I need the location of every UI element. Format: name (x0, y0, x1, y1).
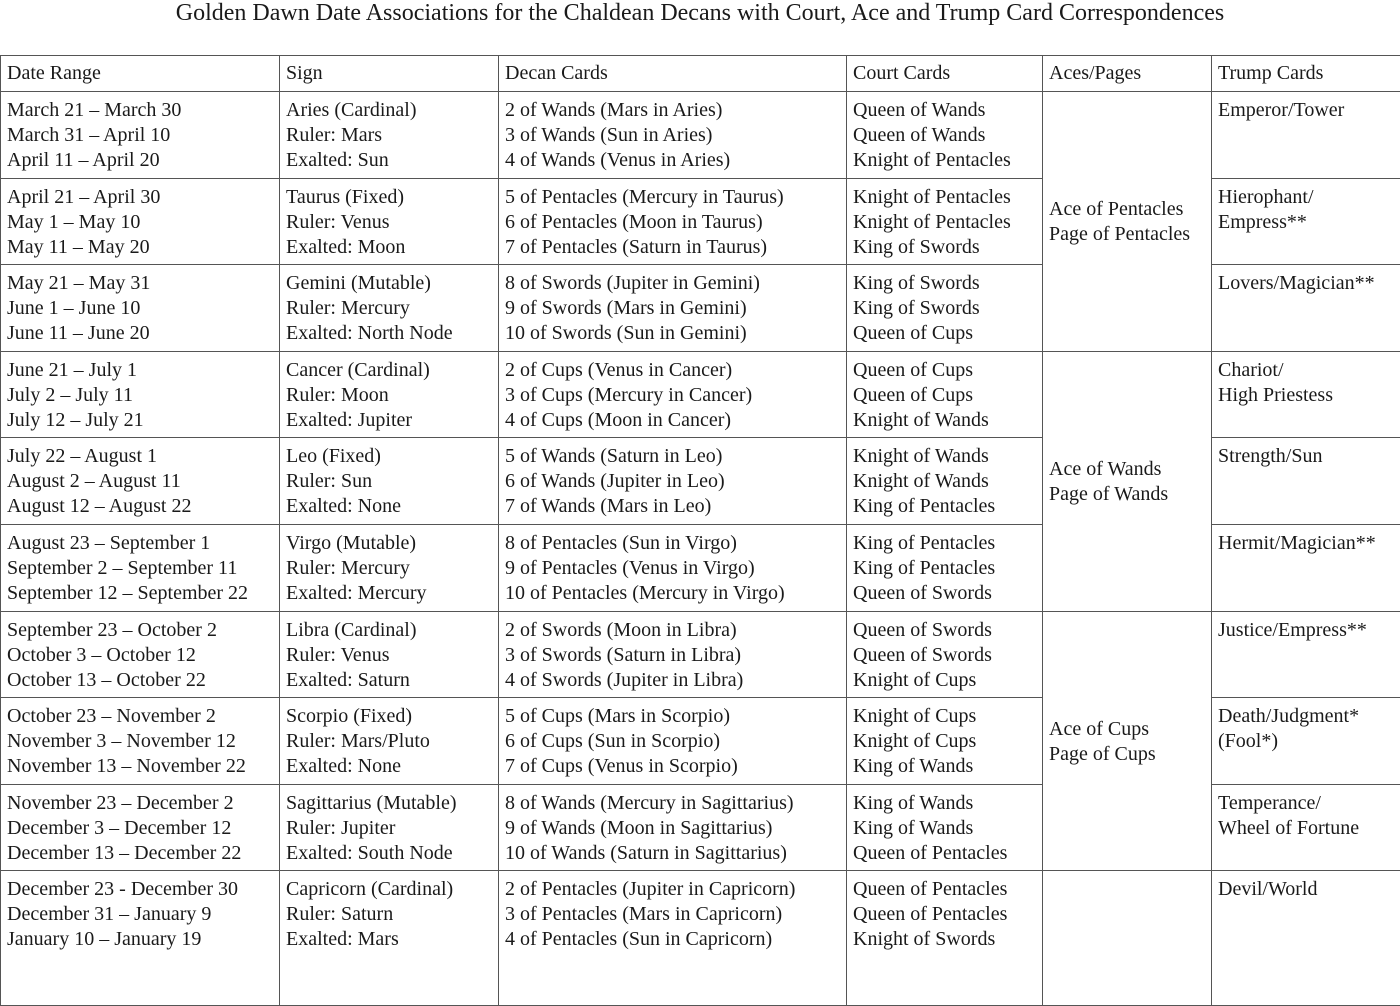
decan-cards-cell-line: 8 of Pentacles (Sun in Virgo) (505, 531, 841, 556)
aces-pages-cell-line: Page of Pentacles (1049, 222, 1206, 247)
sign-cell (280, 524, 499, 611)
court-cards-cell-line: King of Wands (853, 816, 1037, 841)
aces-pages-cell-line: Ace of Wands (1049, 457, 1206, 482)
trump-cards-cell-line: Hermit/Magician** (1218, 531, 1395, 556)
court-cards-cell-line: Knight of Pentacles (853, 148, 1037, 173)
court-cards-cell-line: King of Swords (853, 271, 1037, 296)
sign-cell (280, 438, 499, 525)
table-row (1, 871, 1400, 1006)
court-cards-cell (847, 178, 1043, 265)
decan-cards-cell-line: 2 of Pentacles (Jupiter in Capricorn) (505, 877, 841, 902)
decan-cards-cell-line: 7 of Pentacles (Saturn in Taurus) (505, 235, 841, 260)
decan-cards-cell-line: 6 of Pentacles (Moon in Taurus) (505, 210, 841, 235)
sign-cell-line: Virgo (Mutable) (286, 531, 493, 556)
date-range-cell-line: June 1 – June 10 (7, 296, 274, 321)
header-court-cards: Court Cards (847, 56, 1043, 92)
court-cards-cell-line: Queen of Cups (853, 383, 1037, 408)
date-range-cell-line: July 2 – July 11 (7, 383, 274, 408)
date-range-cell-line: September 12 – September 22 (7, 581, 274, 606)
sign-cell (280, 784, 499, 871)
decan-cards-cell-line: 6 of Cups (Sun in Scorpio) (505, 729, 841, 754)
court-cards-cell-line: King of Swords (853, 235, 1037, 260)
decan-cards-cell-line: 5 of Wands (Saturn in Leo) (505, 444, 841, 469)
court-cards-cell-line: Knight of Wands (853, 408, 1037, 433)
date-range-cell (1, 438, 280, 525)
decan-cards-cell (499, 611, 847, 698)
sign-cell-line: Ruler: Mercury (286, 556, 493, 581)
sign-cell (280, 871, 499, 1006)
date-range-cell (1, 524, 280, 611)
decan-cards-cell (499, 524, 847, 611)
sign-cell-line: Leo (Fixed) (286, 444, 493, 469)
court-cards-cell (847, 351, 1043, 438)
court-cards-cell-line: Knight of Pentacles (853, 210, 1037, 235)
decan-cards-cell-line: 10 of Wands (Saturn in Sagittarius) (505, 841, 841, 866)
decan-cards-cell-line: 2 of Wands (Mars in Aries) (505, 98, 841, 123)
sign-cell-line: Ruler: Mars/Pluto (286, 729, 493, 754)
court-cards-cell (847, 524, 1043, 611)
trump-cards-cell-line: Temperance/ (1218, 791, 1395, 816)
sign-cell-line: Exalted: Jupiter (286, 408, 493, 433)
decan-cards-cell-line: 2 of Cups (Venus in Cancer) (505, 358, 841, 383)
date-range-cell-line: November 3 – November 12 (7, 729, 274, 754)
court-cards-cell (847, 611, 1043, 698)
date-range-cell-line: March 31 – April 10 (7, 123, 274, 148)
header-decan-cards: Decan Cards (499, 56, 847, 92)
trump-cards-cell (1212, 92, 1400, 179)
decan-cards-cell (499, 92, 847, 179)
decan-cards-cell-line: 5 of Pentacles (Mercury in Taurus) (505, 185, 841, 210)
court-cards-cell-line: Knight of Cups (853, 668, 1037, 693)
sign-cell-line: Aries (Cardinal) (286, 98, 493, 123)
court-cards-cell-line: King of Wands (853, 754, 1037, 779)
decan-cards-cell-line: 5 of Cups (Mars in Scorpio) (505, 704, 841, 729)
court-cards-cell-line: Knight of Swords (853, 927, 1037, 952)
court-cards-cell-line: Queen of Cups (853, 321, 1037, 346)
sign-cell (280, 698, 499, 785)
court-cards-cell-line: King of Swords (853, 296, 1037, 321)
date-range-cell-line: October 23 – November 2 (7, 704, 274, 729)
court-cards-cell-line: Knight of Cups (853, 729, 1037, 754)
trump-cards-cell (1212, 698, 1400, 785)
aces-pages-cell-line: Ace of Pentacles (1049, 197, 1206, 222)
decan-cards-cell-line: 6 of Wands (Jupiter in Leo) (505, 469, 841, 494)
sign-cell-line: Ruler: Saturn (286, 902, 493, 927)
trump-cards-cell (1212, 178, 1400, 265)
decan-cards-cell (499, 784, 847, 871)
date-range-cell-line: May 11 – May 20 (7, 235, 274, 260)
aces-pages-cell-line: Ace of Cups (1049, 717, 1206, 742)
decan-cards-cell-line: 4 of Cups (Moon in Cancer) (505, 408, 841, 433)
date-range-cell-line: July 12 – July 21 (7, 408, 274, 433)
decan-cards-cell (499, 178, 847, 265)
court-cards-cell-line: Knight of Pentacles (853, 185, 1037, 210)
date-range-cell-line: April 11 – April 20 (7, 148, 274, 173)
sign-cell (280, 178, 499, 265)
decan-cards-cell-line: 8 of Wands (Mercury in Sagittarius) (505, 791, 841, 816)
date-range-cell-line: November 23 – December 2 (7, 791, 274, 816)
court-cards-cell-line: Knight of Wands (853, 444, 1037, 469)
decan-cards-cell-line: 9 of Pentacles (Venus in Virgo) (505, 556, 841, 581)
court-cards-cell (847, 265, 1043, 352)
aces-pages-cell (1043, 871, 1212, 1006)
sign-cell-line: Exalted: Mars (286, 927, 493, 952)
court-cards-cell-line: King of Pentacles (853, 556, 1037, 581)
trump-cards-cell (1212, 784, 1400, 871)
sign-cell (280, 92, 499, 179)
date-range-cell (1, 265, 280, 352)
decan-table (0, 55, 1400, 1006)
date-range-cell-line: December 23 - December 30 (7, 877, 274, 902)
aces-pages-cell-line: Page of Wands (1049, 482, 1206, 507)
sign-cell-line: Ruler: Mercury (286, 296, 493, 321)
date-range-cell-line: January 10 – January 19 (7, 927, 274, 952)
aces-pages-cell (1043, 92, 1212, 352)
header-date-range: Date Range (1, 56, 280, 92)
sign-cell-line: Sagittarius (Mutable) (286, 791, 493, 816)
header-aces-pages: Aces/Pages (1043, 56, 1212, 92)
decan-cards-cell-line: 7 of Wands (Mars in Leo) (505, 494, 841, 519)
date-range-cell (1, 351, 280, 438)
date-range-cell-line: May 1 – May 10 (7, 210, 274, 235)
court-cards-cell (847, 438, 1043, 525)
decan-cards-cell-line: 3 of Pentacles (Mars in Capricorn) (505, 902, 841, 927)
sign-cell-line: Ruler: Venus (286, 643, 493, 668)
court-cards-cell (847, 92, 1043, 179)
decan-cards-cell-line: 10 of Pentacles (Mercury in Virgo) (505, 581, 841, 606)
date-range-cell-line: March 21 – March 30 (7, 98, 274, 123)
court-cards-cell-line: Knight of Cups (853, 704, 1037, 729)
sign-cell-line: Capricorn (Cardinal) (286, 877, 493, 902)
trump-cards-cell-line: Justice/Empress** (1218, 618, 1395, 643)
court-cards-cell (847, 698, 1043, 785)
decan-cards-cell-line: 3 of Cups (Mercury in Cancer) (505, 383, 841, 408)
court-cards-cell-line: King of Wands (853, 791, 1037, 816)
trump-cards-cell-line: Hierophant/ (1218, 185, 1395, 210)
sign-cell-line: Ruler: Jupiter (286, 816, 493, 841)
sign-cell-line: Ruler: Moon (286, 383, 493, 408)
decan-cards-cell-line: 8 of Swords (Jupiter in Gemini) (505, 271, 841, 296)
court-cards-cell-line: Queen of Wands (853, 123, 1037, 148)
aces-pages-cell (1043, 351, 1212, 611)
date-range-cell-line: June 11 – June 20 (7, 321, 274, 346)
date-range-cell-line: December 3 – December 12 (7, 816, 274, 841)
date-range-cell-line: December 13 – December 22 (7, 841, 274, 866)
trump-cards-cell-line: (Fool*) (1218, 729, 1395, 754)
sign-cell-line: Exalted: None (286, 754, 493, 779)
table-row (1, 611, 1400, 698)
trump-cards-cell-line: Death/Judgment* (1218, 704, 1395, 729)
sign-cell-line: Ruler: Sun (286, 469, 493, 494)
sign-cell-line: Exalted: Sun (286, 148, 493, 173)
header-sign: Sign (280, 56, 499, 92)
trump-cards-cell-line: High Priestess (1218, 383, 1395, 408)
date-range-cell-line: October 13 – October 22 (7, 668, 274, 693)
date-range-cell-line: June 21 – July 1 (7, 358, 274, 383)
date-range-cell-line: September 2 – September 11 (7, 556, 274, 581)
sign-cell-line: Exalted: None (286, 494, 493, 519)
date-range-cell-line: August 12 – August 22 (7, 494, 274, 519)
trump-cards-cell-line: Strength/Sun (1218, 444, 1395, 469)
trump-cards-cell-line: Wheel of Fortune (1218, 816, 1395, 841)
court-cards-cell-line: Queen of Swords (853, 581, 1037, 606)
trump-cards-cell (1212, 611, 1400, 698)
court-cards-cell-line: King of Pentacles (853, 531, 1037, 556)
trump-cards-cell (1212, 438, 1400, 525)
sign-cell-line: Libra (Cardinal) (286, 618, 493, 643)
sign-cell-line: Ruler: Mars (286, 123, 493, 148)
date-range-cell-line: November 13 – November 22 (7, 754, 274, 779)
date-range-cell-line: September 23 – October 2 (7, 618, 274, 643)
court-cards-cell-line: Queen of Cups (853, 358, 1037, 383)
decan-cards-cell-line: 9 of Wands (Moon in Sagittarius) (505, 816, 841, 841)
decan-cards-cell-line: 9 of Swords (Mars in Gemini) (505, 296, 841, 321)
decan-cards-cell (499, 351, 847, 438)
decan-cards-cell (499, 265, 847, 352)
date-range-cell-line: October 3 – October 12 (7, 643, 274, 668)
decan-cards-cell (499, 698, 847, 785)
table-row (1, 351, 1400, 438)
court-cards-cell-line: Queen of Pentacles (853, 841, 1037, 866)
court-cards-cell (847, 871, 1043, 1006)
decan-cards-cell-line: 3 of Swords (Saturn in Libra) (505, 643, 841, 668)
court-cards-cell-line: Queen of Pentacles (853, 902, 1037, 927)
date-range-cell-line: August 2 – August 11 (7, 469, 274, 494)
decan-cards-cell-line: 3 of Wands (Sun in Aries) (505, 123, 841, 148)
document-title: Golden Dawn Date Associations for the Chaldean Decans with Court, Ace and Trump Card Correspondences (0, 0, 1400, 40)
sign-cell-line: Exalted: North Node (286, 321, 493, 346)
decan-cards-cell-line: 4 of Pentacles (Sun in Capricorn) (505, 927, 841, 952)
decan-cards-cell-line: 4 of Wands (Venus in Aries) (505, 148, 841, 173)
court-cards-cell-line: Queen of Wands (853, 98, 1037, 123)
trump-cards-cell (1212, 871, 1400, 1006)
date-range-cell (1, 698, 280, 785)
trump-cards-cell (1212, 265, 1400, 352)
header-trump-cards: Trump Cards (1212, 56, 1400, 92)
decan-cards-cell (499, 438, 847, 525)
date-range-cell-line: December 31 – January 9 (7, 902, 274, 927)
trump-cards-cell (1212, 351, 1400, 438)
date-range-cell (1, 784, 280, 871)
trump-cards-cell-line: Devil/World (1218, 877, 1395, 902)
decan-cards-cell (499, 871, 847, 1006)
date-range-cell-line: July 22 – August 1 (7, 444, 274, 469)
header-row (1, 56, 1400, 92)
decan-cards-cell-line: 7 of Cups (Venus in Scorpio) (505, 754, 841, 779)
court-cards-cell-line: King of Pentacles (853, 494, 1037, 519)
sign-cell-line: Taurus (Fixed) (286, 185, 493, 210)
date-range-cell (1, 871, 280, 1006)
trump-cards-cell-line: Empress** (1218, 210, 1395, 235)
sign-cell (280, 351, 499, 438)
sign-cell-line: Exalted: Mercury (286, 581, 493, 606)
aces-pages-cell (1043, 611, 1212, 871)
sign-cell (280, 265, 499, 352)
sign-cell (280, 611, 499, 698)
date-range-cell (1, 92, 280, 179)
aces-pages-cell-line: Page of Cups (1049, 742, 1206, 767)
decan-cards-cell-line: 10 of Swords (Sun in Gemini) (505, 321, 841, 346)
sign-cell-line: Cancer (Cardinal) (286, 358, 493, 383)
table-row (1, 92, 1400, 179)
sign-cell-line: Exalted: Saturn (286, 668, 493, 693)
decan-cards-cell-line: 2 of Swords (Moon in Libra) (505, 618, 841, 643)
date-range-cell (1, 178, 280, 265)
sign-cell-line: Ruler: Venus (286, 210, 493, 235)
sign-cell-line: Gemini (Mutable) (286, 271, 493, 296)
court-cards-cell-line: Queen of Swords (853, 618, 1037, 643)
sign-cell-line: Scorpio (Fixed) (286, 704, 493, 729)
decan-cards-cell-line: 4 of Swords (Jupiter in Libra) (505, 668, 841, 693)
trump-cards-cell-line: Emperor/Tower (1218, 98, 1395, 123)
date-range-cell (1, 611, 280, 698)
date-range-cell-line: August 23 – September 1 (7, 531, 274, 556)
date-range-cell-line: April 21 – April 30 (7, 185, 274, 210)
trump-cards-cell (1212, 524, 1400, 611)
sign-cell-line: Exalted: Moon (286, 235, 493, 260)
court-cards-cell-line: Queen of Pentacles (853, 877, 1037, 902)
trump-cards-cell-line: Chariot/ (1218, 358, 1395, 383)
trump-cards-cell-line: Lovers/Magician** (1218, 271, 1395, 296)
court-cards-cell (847, 784, 1043, 871)
sign-cell-line: Exalted: South Node (286, 841, 493, 866)
court-cards-cell-line: Knight of Wands (853, 469, 1037, 494)
date-range-cell-line: May 21 – May 31 (7, 271, 274, 296)
court-cards-cell-line: Queen of Swords (853, 643, 1037, 668)
